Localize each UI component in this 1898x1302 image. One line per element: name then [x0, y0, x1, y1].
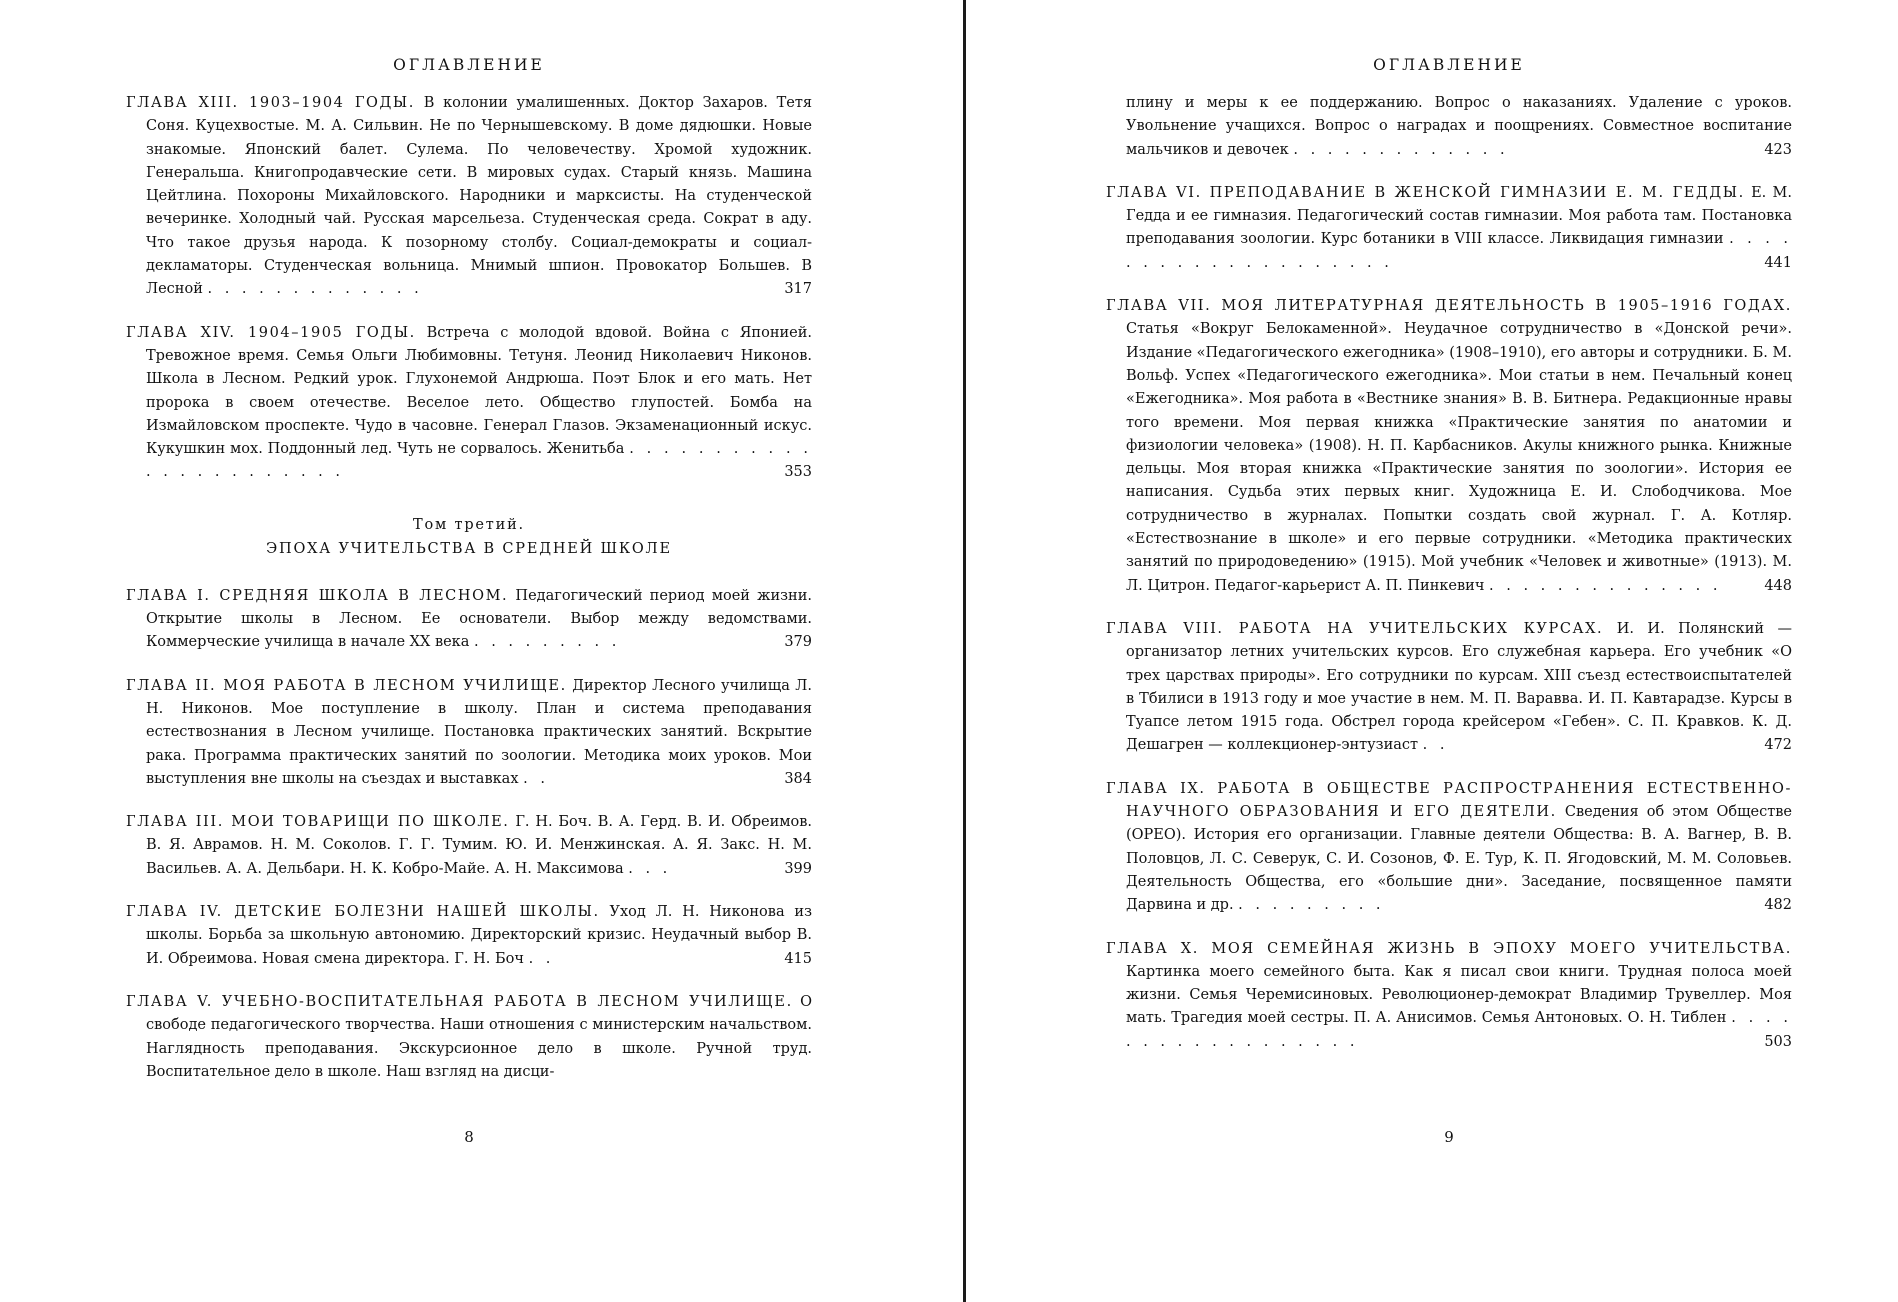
page-number: 503: [1764, 1033, 1792, 1050]
leader-dots: . . . . . . . . . . . . . . . . . . . . . . .: [146, 441, 813, 481]
chapter-description: И. И. Полянский — организатор летних учительских курсов. Его служебная карьера. Его учебник «О трех царствах природы». Его сотрудники по курсам. XIII съезд естествоиспытателей в Тбилиси в 1913 году и мое участие в нем. М. П. Варавва. И. П. Кавтарадзе. Курсы в Туапсе летом 1915 года. Обстрел города крейсером «Гебен». С. П. Кравков. К. Д. Дешагрен — коллекционер-энтузиаст: [1126, 620, 1793, 754]
right-page: [1106, 0, 1792, 1302]
leader-dots: . . . . . . . . .: [474, 634, 621, 651]
toc-entry: [126, 585, 812, 655]
toc-entries: [126, 92, 812, 1104]
volume-title: Том третий.: [413, 516, 525, 533]
page-header: ОГЛАВЛЕНИЕ: [393, 56, 545, 74]
page-number: 472: [1764, 737, 1792, 754]
chapter-title: ГЛАВА X. МОЯ СЕМЕЙНАЯ ЖИЗНЬ В ЭПОХУ МОЕГО УЧИТЕЛЬСТВА.: [1106, 940, 1792, 957]
leader-dots: . .: [528, 950, 555, 967]
toc-entry-continuation: [1106, 92, 1792, 162]
spine-divider: [963, 0, 966, 1302]
chapter-title: ГЛАВА XIV. 1904–1905 ГОДЫ.: [126, 324, 416, 341]
page-header: ОГЛАВЛЕНИЕ: [1373, 56, 1525, 74]
page-number: 482: [1764, 897, 1792, 914]
page-number: 448: [1764, 577, 1792, 594]
page-folio: 9: [1444, 1128, 1454, 1146]
chapter-title: ГЛАВА IX. РАБОТА В ОБЩЕСТВЕ РАСПРОСТРАНЕНИЯ ЕСТЕСТВЕННО-НАУЧНОГО ОБРАЗОВАНИЯ И ЕГО ДЕЯТЕЛИ.: [1106, 780, 1792, 821]
chapter-title: ГЛАВА VI. ПРЕПОДАВАНИЕ В ЖЕНСКОЙ ГИМНАЗИИ Е. М. ГЕДДЫ.: [1106, 184, 1745, 201]
toc-entry: [126, 991, 812, 1084]
chapter-title: ГЛАВА II. МОЯ РАБОТА В ЛЕСНОМ УЧИЛИЩЕ.: [126, 677, 567, 694]
chapter-title: ГЛАВА IV. ДЕТСКИЕ БОЛЕЗНИ НАШЕЙ ШКОЛЫ.: [126, 904, 600, 921]
toc-entry: [126, 322, 812, 485]
chapter-description: плину и меры к ее поддержанию. Вопрос о наказаниях. Удаление с уроков. Увольнение учащихся. Вопрос о наградах и поощрениях. Совместное воспитание мальчиков и девочек: [1126, 95, 1792, 158]
leader-dots: . . . . . . . . . . . . . .: [1489, 577, 1722, 594]
toc-entry: [126, 901, 812, 971]
page-number: 379: [784, 634, 812, 651]
page-number: 415: [784, 950, 812, 967]
chapter-description: Статья «Вокруг Белокаменной». Неудачное сотрудничество в «Донской речи». Издание «Педагогического ежегодника» (1908–1910), его авторы и сотрудники. Б. М. Вольф. Успех «Педагогического ежегодника». Мои статьи в нем. Печальный конец «Ежегодника». Моя работа в «Вестнике знания» В. В. Битнера. Редакционные нравы того времени. Моя первая книжка «Практические занятия по анатомии и физиологии человека» (1908). Н. П. Карбасников. Акулы книжного рынка. Книжные дельцы. Моя вторая книжка «Практические занятия по зоологии». История ее написания. Судьба этих первых книг. Художница Е. И. Слободчикова. Мое сотрудничество в журналах. Попытки создать свой журнал. Г. А. Котляр. «Естествознание в школе» и его первые сотрудники. «Методика практических занятий по природоведению» (1915). Мой учебник «Человек и животные» (1913). М. Л. Цитрон. Педагог-карьерист А. П. Пинкевич: [1126, 321, 1792, 594]
toc-entry: [126, 811, 812, 881]
toc-entry: [1106, 938, 1792, 1054]
toc-entry: [1106, 182, 1792, 275]
toc-entry: [1106, 295, 1792, 598]
left-page: [126, 0, 812, 1302]
leader-dots: . . . . . . . . . . . . .: [1293, 141, 1509, 158]
chapter-description: В колонии умалишенных. Доктор Захаров. Тетя Соня. Куцехвостые. М. А. Сильвин. Не по Чернышевскому. В доме дядюшки. Новые знакомые. Японский балет. Сулема. По человечеству. Хромой художник. Генеральша. Книгопродавческие сети. В мировых судах. Старый князь. Машина Цейтлина. Похороны Михайловского. Народники и марксисты. На студенческой вечеринке. Холодный чай. Русская марсельеза. Студенческая среда. Сократ в аду. Что такое друзья народа. К позорному столбу. Социал-демократы и социал-декламаторы. Студенческая вольница. Мнимый шпион. Провокатор Большев. В Лесной: [146, 95, 813, 298]
leader-dots: . . . . . . . . . . . . . . . . . . . .: [1126, 231, 1793, 271]
page-number: 399: [784, 860, 812, 877]
toc-entry: [1106, 618, 1792, 758]
page-number: 441: [1764, 254, 1792, 271]
chapter-description: Директор Лесного училища Л. Н. Никонов. Мое поступление в школу. План и система преподавания естествознания в Лесном училище. Постановка практических занятий. Вскрытие рака. Программа практических занятий по зоологии. Методика моих уроков. Мои выступления вне школы на съездах и выставках: [146, 677, 812, 787]
leader-dots: . . . . . . . . . . . . .: [207, 281, 423, 298]
page-number: 317: [784, 281, 812, 298]
leader-dots: . . . . . . . . .: [1238, 897, 1385, 914]
chapter-title: ГЛАВА VIII. РАБОТА НА УЧИТЕЛЬСКИХ КУРСАХ.: [1106, 620, 1604, 637]
toc-entries: [1106, 92, 1792, 1074]
volume-heading: [126, 513, 812, 561]
leader-dots: . . .: [628, 860, 672, 877]
chapter-description: Г. Н. Боч. В. А. Герд. В. И. Обреимов. В. Я. Аврамов. Н. М. Соколов. Г. Г. Тумим. Ю. И. Менжинская. А. Я. Закс. Н. М. Васильев. А. А. Дельбари. Н. К. Кобро-Майе. А. Н. Максимова: [146, 814, 813, 877]
page-number: 423: [1764, 141, 1792, 158]
chapter-description: Встреча с молодой вдовой. Война с Японией. Тревожное время. Семья Ольги Любимовны. Тетуня. Леонид Николаевич Никонов. Школа в Лесном. Редкий урок. Глухонемой Андрюша. Поэт Блок и его мать. Нет пророка в своем отечестве. Веселое лето. Общество глупостей. Бомба на Измайловском проспекте. Чудо в часовне. Генерал Глазов. Экзаменационный искус. Кукушкин мох. Поддонный лед. Чуть не сорвалось. Женитьба: [146, 324, 813, 458]
chapter-description: Картинка моего семейного быта. Как я писал свои книги. Трудная полоса моей жизни. Семья Черемисиновых. Революционер-демократ Владимир Трувеллер. Моя мать. Трагедия моей сестры. П. А. Анисимов. Семья Антоновых. О. Н. Тиблен: [1126, 963, 1792, 1027]
chapter-title: ГЛАВА XIII. 1903–1904 ГОДЫ.: [126, 95, 415, 111]
chapter-title: ГЛАВА VII. МОЯ ЛИТЕРАТУРНАЯ ДЕЯТЕЛЬНОСТЬ В 1905–1916 ГОДАХ.: [1106, 298, 1792, 315]
leader-dots: . .: [1422, 737, 1449, 754]
page-number: 353: [784, 464, 812, 481]
page-number: 384: [784, 770, 812, 787]
volume-subtitle: ЭПОХА УЧИТЕЛЬСТВА В СРЕДНЕЙ ШКОЛЕ: [266, 540, 672, 557]
chapter-title: ГЛАВА I. СРЕДНЯЯ ШКОЛА В ЛЕСНОМ.: [126, 587, 509, 604]
toc-entry: [1106, 778, 1792, 918]
chapter-title: ГЛАВА V. УЧЕБНО-ВОСПИТАТЕЛЬНАЯ РАБОТА В ЛЕСНОМ УЧИЛИЩЕ.: [126, 993, 793, 1010]
page-folio: 8: [464, 1128, 474, 1146]
chapter-description: Уход Л. Н. Никонова из школы. Борьба за школьную автономию. Директорский кризис. Неудачный выбор В. И. Обреимова. Новая смена директора. Г. Н. Боч: [146, 904, 812, 967]
toc-entry: [126, 675, 812, 791]
toc-entry: [126, 92, 812, 302]
chapter-description: О свободе педагогического творчества. Наши отношения с министерским начальством. Наглядность преподавания. Экскурсионное дело в школе. Ручной труд. Воспитательное дело в школе. Наш взгляд на дисци-: [146, 993, 813, 1080]
chapter-title: ГЛАВА III. МОИ ТОВАРИЩИ ПО ШКОЛЕ.: [126, 814, 510, 831]
chapter-description: Е. М. Гедда и ее гимназия. Педагогический состав гимназии. Моя работа там. Постановка преподавания зоологии. Курс ботаники в VIII классе. Ликвидация гимназии: [1126, 184, 1792, 248]
leader-dots: . .: [523, 770, 549, 787]
leader-dots: . . . . . . . . . . . . . . . . . .: [1126, 1010, 1793, 1050]
chapter-description: Сведения об этом Обществе (ОРЕО). История его организации. Главные деятели Общества: В. А. Вагнер, В. В. Половцов, Л. С. Северук, С. И. Созонов, Ф. Е. Тур, К. П. Ягодовский, М. М. Соловьев. Деятельность Общества, его «большие дни». Заседание, посвященное памяти Дарвина и др.: [1126, 804, 1793, 914]
chapter-description: Педагогический период моей жизни. Открытие школы в Лесном. Ее основатели. Выбор между ведомствами. Коммерческие училища в начале XX века: [146, 587, 812, 651]
